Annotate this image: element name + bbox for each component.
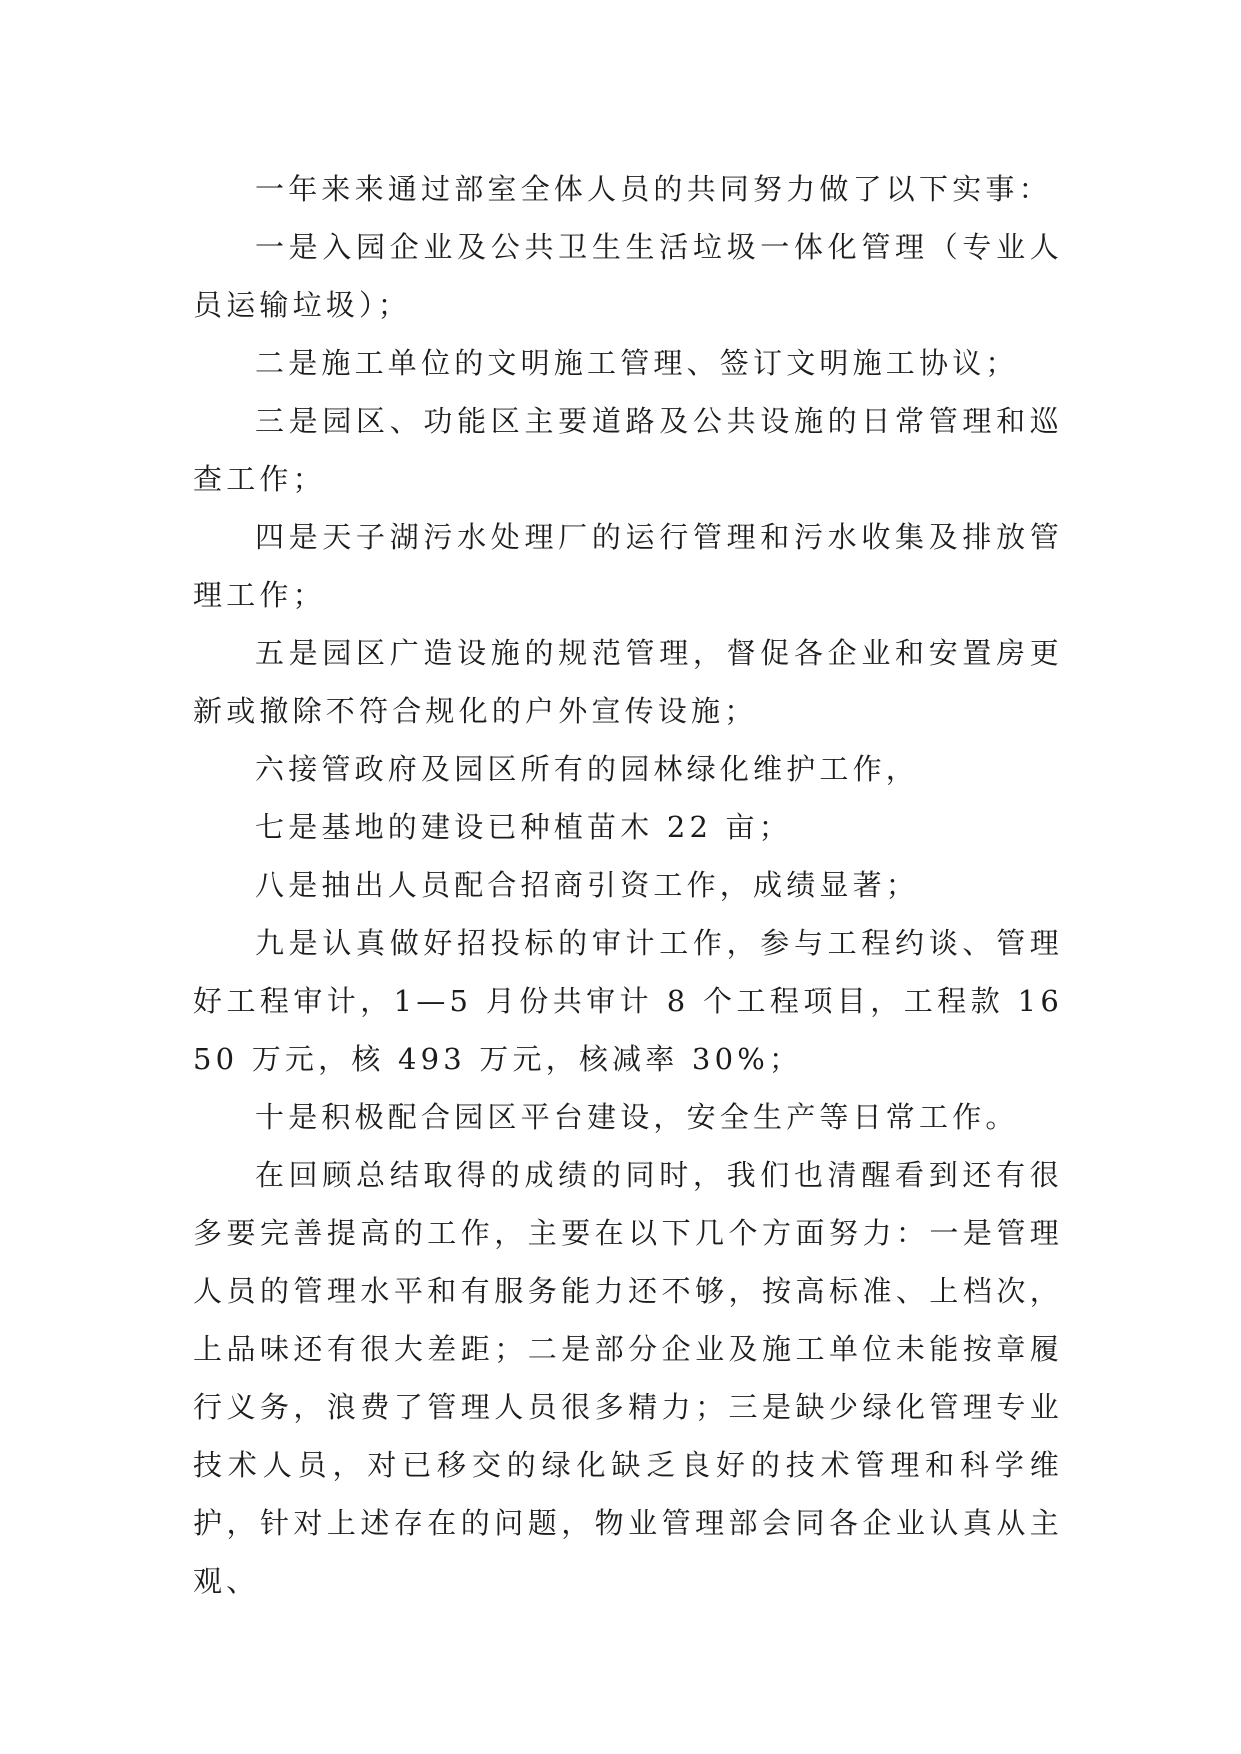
- paragraph-intro: 一年来来通过部室全体人员的共同努力做了以下实事：: [255, 172, 1052, 206]
- paragraph-item-6: 六接管政府及园区所有的园林绿化维护工作，: [255, 752, 920, 786]
- paragraph-summary: 在回顾总结取得的成绩的同时，我们也清醒看到还有很多要完善提高的工作，主要在以下几个方面努力：一是管理人员的管理水平和有服务能力还不够，按高标准、上档次，上品味还有很大差距；二是部分企业及施工单位未能按章履行义务，浪费了管理人员很多精力；三是缺少绿化管理专业技术人员，对已移交的绿化缺乏良好的技术管理和科学维护，针对上述存在的问题，物业管理部会同各企业认真从主观、: [193, 1158, 1063, 1598]
- paragraph-item-2: 二是施工单位的文明施工管理、签订文明施工协议；: [255, 346, 1019, 380]
- paragraph-item-3: 三是园区、功能区主要道路及公共设施的日常管理和巡查工作；: [193, 404, 1063, 496]
- paragraph-item-8: 八是抽出人员配合招商引资工作，成绩显著；: [255, 868, 920, 902]
- document-page: [193, 160, 1063, 1610]
- paragraph-item-7: 七是基地的建设已种植苗木 22 亩；: [255, 810, 792, 844]
- paragraph-item-10: 十是积极配合园区平台建设，安全生产等日常工作。: [255, 1100, 1019, 1134]
- paragraph-item-9: 九是认真做好招投标的审计工作，参与工程约谈、管理好工程审计，1—5 月份共审计 8 个工程项目，工程款 1650 万元，核 493 万元，核减率 30%；: [193, 926, 1063, 1076]
- paragraph-item-4: 四是天子湖污水处理厂的运行管理和污水收集及排放管理工作；: [193, 520, 1063, 612]
- paragraph-item-1: 一是入园企业及公共卫生生活垃圾一体化管理（专业人员运输垃圾）；: [193, 230, 1063, 322]
- paragraph-item-5: 五是园区广造设施的规范管理，督促各企业和安置房更新或撤除不符合规化的户外宣传设施；: [193, 636, 1063, 728]
